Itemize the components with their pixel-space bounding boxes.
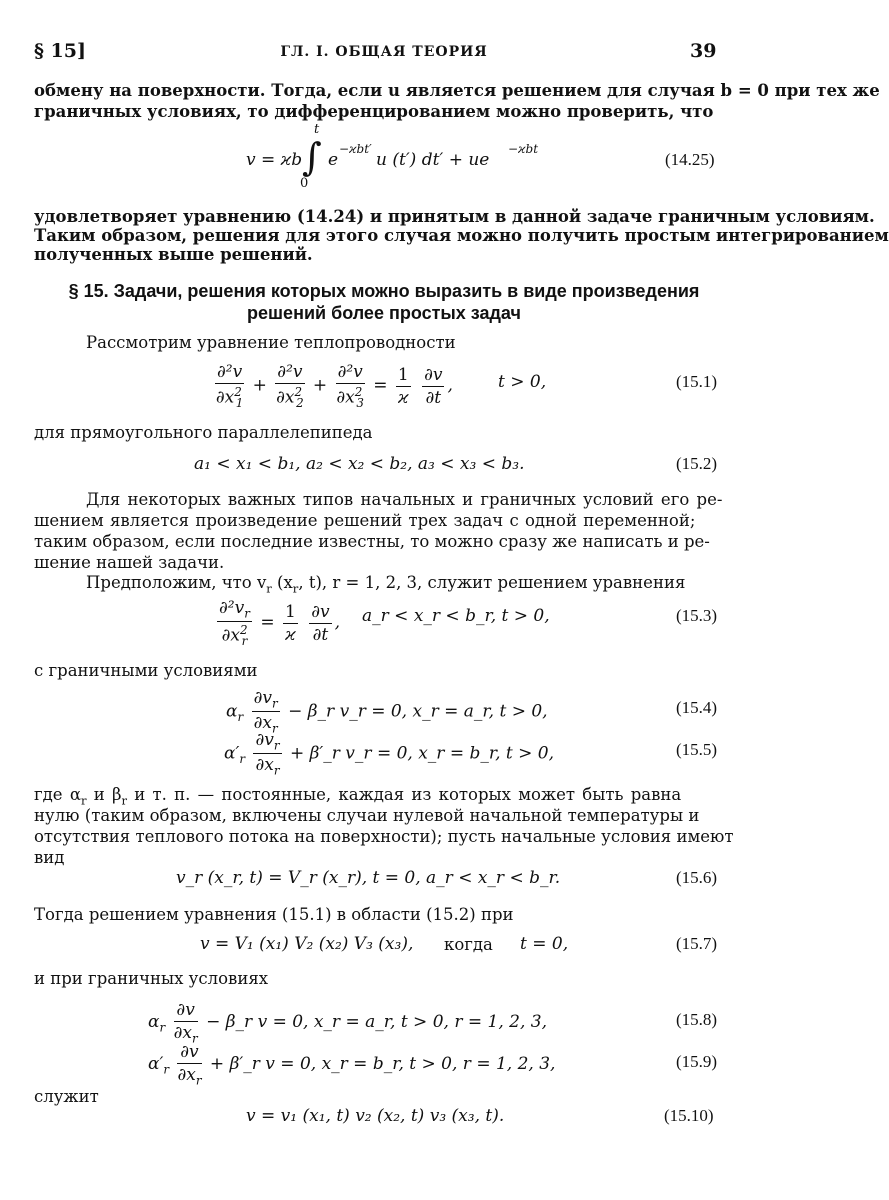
eq-14-25-exp1: −ϰbt′ <box>339 142 372 156</box>
eq-14-25-exp2: −ϰbt <box>508 142 539 156</box>
types-line-1: Для некоторых важных типов начальных и граничных условий его ре- <box>86 490 723 509</box>
frac-d2v-dx2: $\frac{\text{∂²v}}{\partial x^2_2}$ <box>276 362 304 411</box>
equation-15-8: $\alpha_r$ $\frac{\partial v}{\partial x_r}$ − β_r v = 0, x_r = a_r, t > 0, r = 1, 2, 3, <box>148 1000 547 1046</box>
frac-dv-dt-15-3: $\frac{\partial v}{\partial t}$ <box>311 601 330 645</box>
frac-d2v-dx1: $\frac{\text{∂²v}}{\partial x^2_1}$ <box>215 362 244 411</box>
after-eq-line-3: полученных выше решений. <box>34 245 313 264</box>
text-serves: служит <box>34 1087 99 1106</box>
eq-15-7-when: когда <box>444 935 493 954</box>
equation-14-25 <box>246 120 546 195</box>
equation-15-7: v = V₁ (x₁) V₂ (x₂) V₃ (x₃), <box>200 934 414 954</box>
text-consider: Рассмотрим уравнение теплопроводности <box>86 333 456 352</box>
text-for-box: для прямоугольного параллелепипеда <box>34 423 373 442</box>
frac-one-over-kappa: $\frac{1}{ϰ}$ <box>397 364 409 408</box>
where-line-2: нулю (таким образом, включены случаи нулевой начальной температуры и <box>34 806 700 825</box>
eq-number-15-8: (15.8) <box>676 1010 718 1029</box>
section-title-line-1: § 15. Задачи, решения которых можно выразить в виде произведения <box>68 281 700 301</box>
equation-15-5: $\alpha'_r$ $\frac{\partial v_r}{\partial x_r}$ + β′_r v_r = 0, x_r = b_r, t > 0, <box>224 730 555 778</box>
eq-number-15-2: (15.2) <box>676 454 718 473</box>
types-line-2: шением является произведение решений трех задач с одной переменной; <box>34 511 696 530</box>
frac-dvr-dxr-15-4: $\frac{\partial v_r}{\partial x_r}$ <box>253 688 278 736</box>
eq-number-15-5: (15.5) <box>676 740 718 759</box>
running-head-section: § 15] <box>34 40 86 62</box>
frac-one-over-kappa-15-3: $\frac{1}{ϰ}$ <box>284 601 296 645</box>
equation-15-6: v_r (x_r, t) = V_r (x_r), t = 0, a_r < x_r < b_r. <box>176 868 561 888</box>
eq-14-25-lower-limit: 0 <box>300 176 309 191</box>
after-eq-line-2: Таким образом, решения для этого случая можно получить простым интегрированием <box>34 226 889 245</box>
eq-15-3-condition: a_r < x_r < b_r, t > 0, <box>362 606 550 626</box>
after-eq-line-1: удовлетворяет уравнению (14.24) и принятым в данной задаче граничным условиям. <box>34 207 875 226</box>
eq-number-14-25: (14.25) <box>665 150 715 169</box>
text-suppose: Предположим, что $v_r$ ($x_r$, t), r = 1, 2, 3, служит решением уравнения <box>86 573 686 596</box>
eq-14-25-rest: u (t′) dt′ + ue <box>376 150 490 170</box>
frac-d2v-dx3: $\frac{\text{∂²v}}{\partial x^2_3}$ <box>336 362 364 411</box>
eq-15-1-condition: t > 0, <box>498 372 547 392</box>
eq-number-15-7: (15.7) <box>676 934 718 953</box>
eq-14-25-lhs: v = ϰb <box>246 150 303 170</box>
eq-number-15-1: (15.1) <box>676 372 718 391</box>
where-line-1: где $\alpha_r$ и $\beta_r$ и т. п. — постоянные, каждая из которых может быть равна <box>34 785 682 808</box>
text-and-bc: и при граничных условиях <box>34 969 269 988</box>
types-line-3: таким образом, если последние известны, то можно сразу же написать и ре- <box>34 532 710 551</box>
equation-15-9: $\alpha'_r$ $\frac{\partial v}{\partial x_r}$ + β′_r v = 0, x_r = b_r, t > 0, r = 1, 2, 3, <box>148 1042 556 1088</box>
equation-15-3: $\frac{\partial^2v_r}{\partial x^2_r}$ = $\frac{1}{ϰ}$ $\frac{\partial v}{\partial t}$ , <box>219 598 341 649</box>
equation-15-1: $\frac{\text{∂²v}}{\partial x^2_1}$ + $\frac{\text{∂²v}}{\partial x^2_2}$ + $\frac{\text{∂²v}}{\partial x^2_3}$ = $\frac{1}{ϰ}$ $\frac{\partial v}{\partial t}$ , <box>215 362 453 411</box>
section-title-line-2: решений более простых задач <box>247 303 521 323</box>
running-head-chapter: ГЛ. I. ОБЩАЯ ТЕОРИЯ <box>280 44 488 60</box>
eq-number-15-3: (15.3) <box>676 606 718 625</box>
frac-dvr-dxr-15-5: $\frac{\partial v_r}{\partial x_r}$ <box>255 730 280 778</box>
frac-dv-dxr-15-9: $\frac{\partial v}{\partial x_r}$ <box>177 1042 202 1088</box>
text-then: Тогда решением уравнения (15.1) в области (15.2) при <box>34 905 514 924</box>
equation-15-4: $\alpha_r$ $\frac{\partial v_r}{\partial x_r}$ − β_r v_r = 0, x_r = a_r, t > 0, <box>226 688 548 736</box>
text-with-bc: с граничными условиями <box>34 661 258 680</box>
eq-15-7-condition: t = 0, <box>520 934 569 954</box>
intro-line-2: граничных условиях, то дифференцированием можно проверить, что <box>34 102 714 121</box>
where-line-3: отсутствия теплового потока на поверхности); пусть начальные условия имеют <box>34 827 734 846</box>
equation-15-10: v = v₁ (x₁, t) v₂ (x₂, t) v₃ (x₃, t). <box>246 1106 505 1126</box>
eq-14-25-integrand: e <box>328 150 339 170</box>
page-number: 39 <box>690 40 717 62</box>
eq-number-15-4: (15.4) <box>676 698 718 717</box>
frac-d2vr-dxr2: $\frac{\partial^2v_r}{\partial x^2_r}$ <box>219 598 250 649</box>
eq-number-15-10: (15.10) <box>664 1106 714 1125</box>
where-line-4: вид <box>34 848 65 867</box>
equation-15-2: a₁ < x₁ < b₁, a₂ < x₂ < b₂, a₃ < x₃ < b₃. <box>194 454 525 474</box>
types-line-4: шение нашей задачи. <box>34 553 225 572</box>
eq-number-15-9: (15.9) <box>676 1052 718 1071</box>
eq-number-15-6: (15.6) <box>676 868 718 887</box>
frac-dv-dxr-15-8: $\frac{\partial v}{\partial x_r}$ <box>173 1000 198 1046</box>
eq-14-25-upper-limit: t <box>314 122 320 137</box>
integral-sign: ∫ <box>302 135 322 179</box>
intro-line-1: обмену на поверхности. Тогда, если u является решением для случая b = 0 при тех же <box>34 81 880 100</box>
frac-dv-dt: $\frac{\partial v}{\partial t}$ <box>424 364 443 408</box>
